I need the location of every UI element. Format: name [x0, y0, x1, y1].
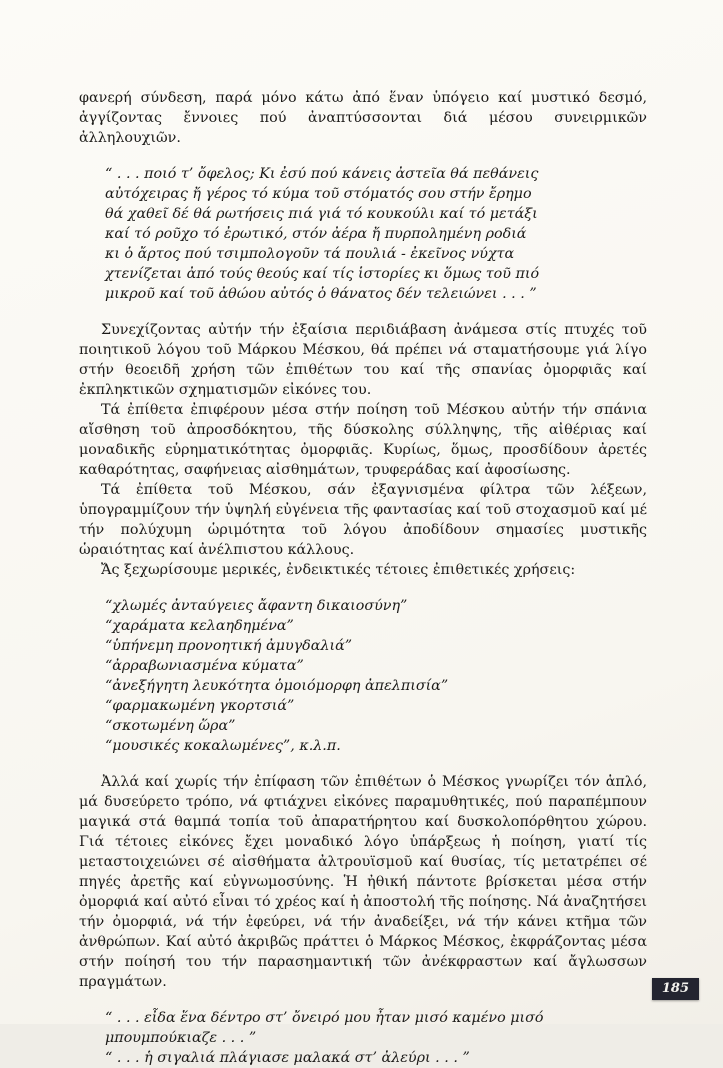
epithet-example: “χαράματα κελαηδημένα” [105, 618, 294, 634]
poem-quote-block [105, 164, 647, 304]
closing-quotes-block [105, 1008, 647, 1068]
poem-quote-line: “ . . . ποιό τ’ ὄφελος; Κι ἐσύ πού κάνεις ἀστεῖα θά πεθάνεις [105, 166, 539, 182]
body-paragraph: Ἄς ξεχωρίσουμε μερικές, ἐνδεικτικές τέτοιες ἐπιθετικές χρήσεις: [101, 562, 576, 578]
epithet-example: “ἀρραβωνιασμένα κύματα” [105, 658, 304, 674]
poem-quote-line: κι ὁ ἄρτος πού τσιμπολογοῦν τά πουλιά - ἐκεῖνος νύχτα [105, 246, 515, 262]
closing-quote-line: “ . . . ἡ σιγαλιά πλάγιασε μαλακά στ’ ἀλεύρι . . . ” [105, 1050, 470, 1066]
epithet-example: “ἀνεξήγητη λευκότητα ὁμοιόμορφη ἀπελπισία” [105, 678, 449, 694]
poem-quote-line: θά χαθεῖ δέ θά ρωτήσεις πιά γιά τό κουκούλι καί τό μετάξι [105, 206, 538, 222]
epithet-example: “μουσικές κοκαλωμένες”, κ.λ.π. [105, 738, 341, 754]
epithet-example: “σκοτωμένη ὥρα” [105, 718, 236, 734]
body-paragraph: Τά ἐπίθετα ἐπιφέρουν μέσα στήν ποίηση τοῦ Μέσκου αὐτήν τήν σπάνια αἴσθηση τοῦ ἀπροσδόκητου, τῆς δύσκολης σύλληψης, τῆς αἰθέριας καί μοναδικῆς εὑρηματικότητας ὀμορφιᾶς. Κυρίως, ὅμως, προσδίδουν ἀρετές καθαρότητας, σαφήνειας αἰσθημάτων, τρυφεράδας καί ἀφοσίωσης. [79, 402, 647, 478]
body-paragraph: Ἀλλά καί χωρίς τήν ἐπίφαση τῶν ἐπιθέτων ὁ Μέσκος γνωρίζει τόν ἁπλό, μά δυσεύρετο τρόπο, νά φτιάχνει εἰκόνες παραμυθητικές, πού παραπέμπουν μαγικά στά θαμπά τοπία τοῦ ἀπαρατήρητου καί δυσκολοπόρθητου χώρου. Γιά τέτοιες εἰκόνες ἔχει μοναδικό λόγο ὑπάρξεως ἡ ποίηση, γιατί τίς μεταστοιχειώνει σέ αἰσθήματα ἀλτρουϊσμοῦ καί θυσίας, τίς μετατρέπει σέ πηγές ἀρετῆς καί εὐγνωμοσύνης. Ἡ ἠθική πάντοτε βρίσκεται μέσα στήν ὀμορφιά καί αὐτό εἶναι τό χρέος καί ἡ ἀποστολή τῆς ποίησης. Νά ἀναζητήσει τήν ὀμορφιά, νά τήν ἐφεύρει, νά τήν ἀναδείξει, νά τήν κάνει κτῆμα τῶν ἀνθρώπων. Καί αὐτό ἀκριβῶς πράττει ὁ Μάρκος Μέσκος, ἐκφράζοντας μέσα στήν ποίησή του τήν παρασημαντική τῶν ἀνέκφραστων καί ἄγλωσσων πραγμάτων. [79, 774, 647, 990]
epithet-example: “φαρμακωμένη γκορτσιά” [105, 698, 295, 714]
body-paragraph: Τά ἐπίθετα τοῦ Μέσκου, σάν ἐξαγνισμένα φίλτρα τῶν λέξεων, ὑπογραμμίζουν τήν ὑψηλή εὐγένεια τῆς φαντασίας καί τοῦ στοχασμοῦ καί μέ τήν πολύχυμη ὡριμότητα τοῦ λόγου ἀποδίδουν σημασίες μυστικῆς ὡραιότητας καί ἀνέλπιστου κάλλους. [79, 482, 647, 558]
epithet-example: “χλωμές ἀνταύγειες ἄφαντη δικαιοσύνη” [105, 598, 408, 614]
poem-quote-line: καί τό ροῦχο τό ἐρωτικό, στόν ἀέρα ἤ πυρπολημένη ροδιά [105, 226, 527, 242]
page-body-text [79, 88, 647, 1068]
poem-quote-line: χτενίζεται ἀπό τούς θεούς καί τίς ἱστορίες κι ὅμως τοῦ πιό [105, 266, 540, 282]
body-paragraph: Συνεχίζοντας αὐτήν τήν ἐξαίσια περιδιάβαση ἀνάμεσα στίς πτυχές τοῦ ποιητικοῦ λόγου τοῦ Μάρκου Μέσκου, θά πρέπει νά σταματήσουμε γιά λίγο στήν θεοειδῆ χρήση τῶν ἐπιθέτων του καί τῆς σπανίας ὀμορφιᾶς καί ἐκπληκτικῶν σχηματισμῶν εἰκόνες του. [79, 322, 647, 398]
page-number-badge: 185 [652, 978, 699, 1000]
poem-quote-line: αὐτόχειρας ἤ γέρος τό κύμα τοῦ στόματός σου στήν ἔρημο [105, 186, 532, 202]
intro-paragraph: φανερή σύνδεση, παρά μόνο κάτω ἀπό ἕναν ὑπόγειο καί μυστικό δεσμό, ἀγγίζοντας ἔννοιες πού ἀναπτύσσονται διά μέσου συνειρμικῶν ἀλληλουχιῶν. [79, 90, 647, 146]
closing-quote-line: “ . . . εἶδα ἕνα δέντρο στ’ ὄνειρό μου ἦταν μισό καμένο μισό μπουμπούκιαζε . . . ” [105, 1010, 544, 1046]
poem-quote-line: μικροῦ καί τοῦ ἀθώου αὐτός ὁ θάνατος δέν τελειώνει . . . ” [105, 286, 537, 302]
epithet-examples-list [105, 596, 647, 756]
epithet-example: “ὑπήνεμη προνοητική ἀμυγδαλιά” [105, 638, 353, 654]
